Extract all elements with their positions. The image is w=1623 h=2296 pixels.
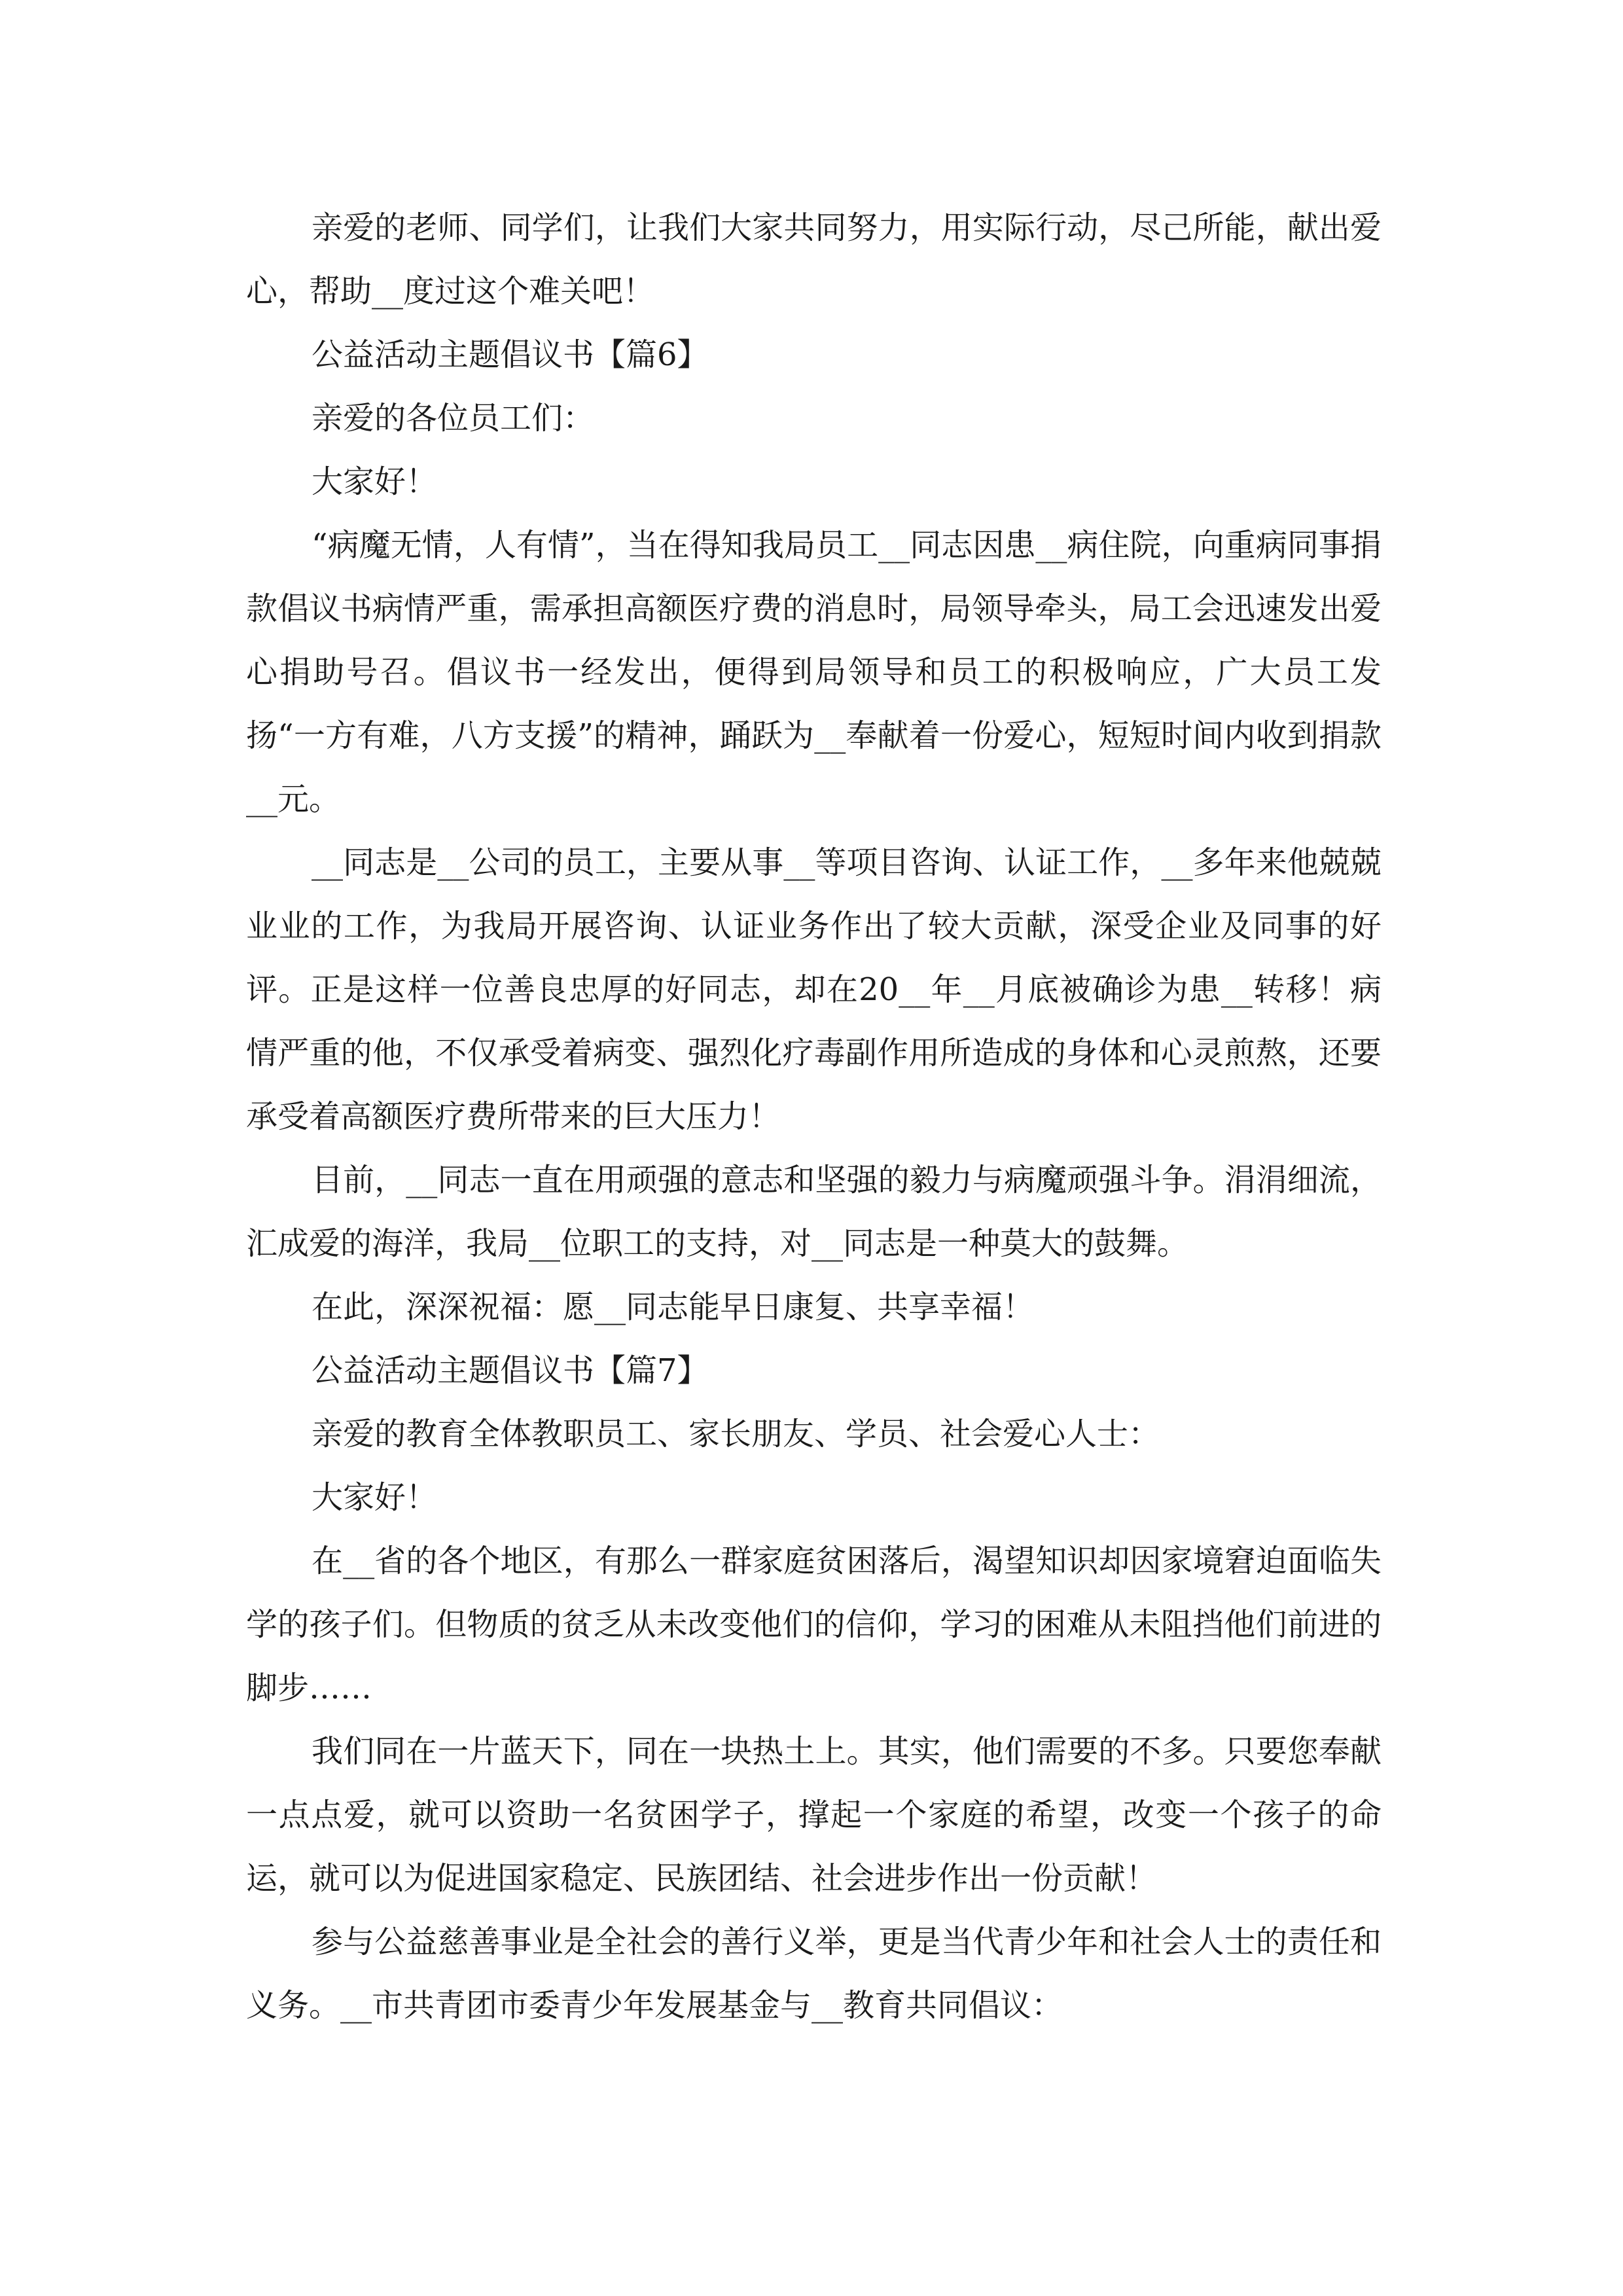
body-paragraph: 目前，__同志一直在用顽强的意志和坚强的毅力与病魔顽强斗争。涓涓细流，汇成爱的海洋，我局__位职工的支持，对__同志是一种莫大的鼓舞。 — [246, 1162, 1382, 1262]
body-paragraph: 在__省的各个地区，有那么一群家庭贫困落后，渴望知识却因家境窘迫面临失学的孩子们。但物质的贫乏从未改变他们的信仰，学习的困难从未阻挡他们前进的脚步…… — [246, 1543, 1382, 1706]
body-paragraph: __同志是__公司的员工，主要从事__等项目咨询、认证工作，__多年来他兢兢业业的工作，为我局开展咨询、认证业务作出了较大贡献，深受企业及同事的好评。正是这样一位善良忠厚的好同志，却在20__年__月底被确诊为患__转移！病情严重的他，不仅承受着病变、强烈化疗毒副作用所造成的身体和心灵煎熬，还要承受着高额医疗费所带来的巨大压力！ — [246, 844, 1382, 1135]
closing-appeal-paragraph: 亲爱的老师、同学们，让我们大家共同努力，用实际行动，尽己所能，献出爱心，帮助__度过这个难关吧！ — [246, 209, 1382, 310]
greeting: 大家好！ — [312, 463, 438, 500]
section-heading-7: 公益活动主题倡议书【篇7】 — [312, 1352, 709, 1389]
document-body — [246, 196, 1382, 2037]
blessing-paragraph: 在此，深深祝福：愿__同志能早日康复、共享幸福！ — [312, 1289, 1035, 1325]
salutation: 亲爱的教育全体教职员工、家长朋友、学员、社会爱心人士： — [312, 1416, 1160, 1452]
greeting: 大家好！ — [312, 1479, 438, 1516]
salutation: 亲爱的各位员工们： — [312, 400, 595, 437]
section-heading-6: 公益活动主题倡议书【篇6】 — [312, 336, 709, 373]
body-paragraph: 我们同在一片蓝天下，同在一块热土上。其实，他们需要的不多。只要您奉献一点点爱，就可以资助一名贫困学子，撑起一个家庭的希望，改变一个孩子的命运，就可以为促进国家稳定、民族团结、社会进步作出一份贡献！ — [246, 1733, 1382, 1897]
body-paragraph: 参与公益慈善事业是全社会的善行义举，更是当代青少年和社会人士的责任和义务。__市共青团市委青少年发展基金与__教育共同倡议： — [246, 1924, 1382, 2024]
body-paragraph: “病魔无情，人有情”，当在得知我局员工__同志因患__病住院，向重病同事捐款倡议书病情严重，需承担高额医疗费的消息时，局领导牵头，局工会迅速发出爱心捐助号召。倡议书一经发出，便得到局领导和员工的积极响应，广大员工发扬“一方有难，八方支援”的精神，踊跃为__奉献着一份爱心，短短时间内收到捐款__元。 — [246, 527, 1382, 817]
